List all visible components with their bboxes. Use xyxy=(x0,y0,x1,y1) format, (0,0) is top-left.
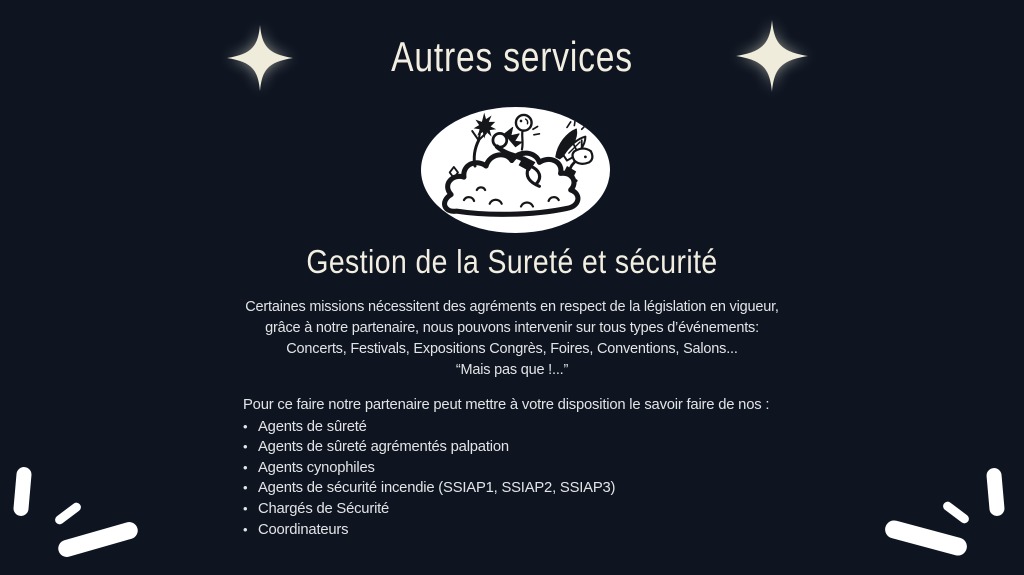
brush-stroke-right-dash xyxy=(941,500,970,525)
brush-stroke-right-long xyxy=(883,518,969,557)
list-item xyxy=(243,478,769,499)
list-intro: Pour ce faire notre partenaire peut mettre à votre disposition le savoir faire de nos : xyxy=(243,397,770,413)
list-item xyxy=(243,458,769,479)
list-item xyxy=(243,417,769,438)
bullet-icon: • xyxy=(243,418,248,434)
bullet-icon: • xyxy=(243,480,248,496)
bullet-icon: • xyxy=(243,521,248,537)
intro-line: grâce à notre partenaire, nous pouvons intervenir sur tous types d’événements: xyxy=(265,320,759,336)
brush-stroke-left-dash xyxy=(53,501,82,526)
list-item-label: Agents de sécurité incendie (SSIAP1, SSIAP2, SSIAP3) xyxy=(258,480,616,497)
intro-line: Certaines missions nécessitent des agréments en respect de la législation en vigueur, xyxy=(245,299,779,315)
bullet-icon: • xyxy=(243,500,248,516)
services-list-block xyxy=(243,396,769,540)
brush-stroke-left-long xyxy=(56,520,140,559)
brush-stroke-left-vertical xyxy=(13,466,32,516)
bullet-icon: • xyxy=(243,439,248,455)
list-item-label: Agents de sûreté agrémentés palpation xyxy=(258,439,509,456)
list-item xyxy=(243,520,769,541)
page-title: Autres services xyxy=(391,33,633,80)
cloud-relax-illustration xyxy=(421,107,610,233)
list-item-label: Agents cynophiles xyxy=(258,459,375,476)
brush-stroke-right-vertical xyxy=(986,467,1005,516)
list-item-label: Chargés de Sécurité xyxy=(258,500,390,517)
list-item-label: Coordinateurs xyxy=(258,521,349,538)
intro-paragraph xyxy=(0,297,1024,381)
sparkle-icon xyxy=(736,20,808,92)
list-item xyxy=(243,437,769,458)
bullet-icon: • xyxy=(243,459,248,475)
intro-line: “Mais pas que !...” xyxy=(455,362,569,378)
list-item-label: Agents de sûreté xyxy=(258,418,367,435)
list-item xyxy=(243,499,769,520)
services-list xyxy=(243,417,769,541)
intro-line: Concerts, Festivals, Expositions Congrès, Foires, Conventions, Salons... xyxy=(286,341,738,357)
section-title: Gestion de la Sureté et sécurité xyxy=(306,243,718,280)
